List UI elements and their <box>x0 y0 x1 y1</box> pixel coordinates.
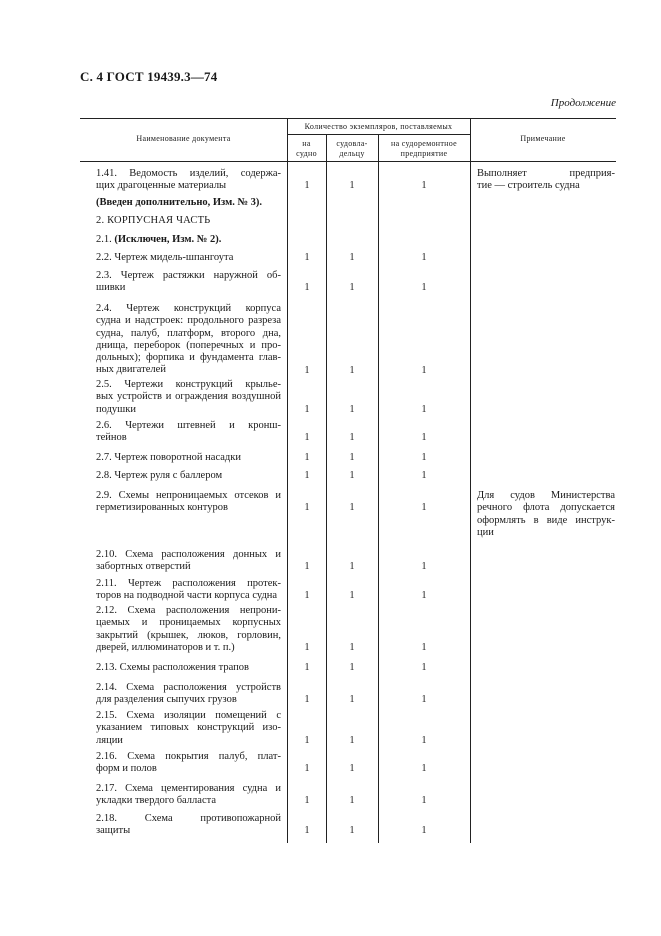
row-note-line: оформлять в виде инструк- <box>477 514 615 526</box>
row-document-name <box>96 168 281 193</box>
count-to-owner: 1 <box>349 561 355 573</box>
count-to-owner: 1 <box>349 282 355 294</box>
row-name-line: 2.7. Чертеж поворотной насадки <box>96 452 241 463</box>
count-to-ship: 1 <box>304 763 310 775</box>
row-name-line: дольных); форпика и фундамента глав- <box>96 352 281 364</box>
row-name-line: забортных отверстий <box>96 561 191 573</box>
header-note: Примечание <box>520 134 566 143</box>
count-to-repair-yard: 1 <box>421 282 427 294</box>
row-name-line: дверей, иллюминаторов и т. п.) <box>96 641 235 653</box>
row-note <box>477 490 615 539</box>
row-document-name <box>96 379 281 416</box>
count-to-repair-yard: 1 <box>421 180 427 192</box>
count-to-repair-yard: 1 <box>421 590 427 602</box>
row-name-line: 2.4. Чертеж конструкций корпуса <box>96 303 281 314</box>
count-to-ship: 1 <box>304 470 310 481</box>
header-to-owner <box>326 139 378 159</box>
row-name-line: 2.14. Схема расположения устройств <box>96 682 281 693</box>
count-to-owner: 1 <box>349 825 355 837</box>
count-to-owner: 1 <box>349 452 355 463</box>
row-name-line: герметизированных контуров <box>96 502 228 514</box>
row-name-line: (Введен дополнительно, Изм. № 3). <box>96 197 263 208</box>
count-to-owner: 1 <box>349 662 355 673</box>
header-to-repair-yard <box>378 139 470 159</box>
count-to-repair-yard: 1 <box>421 763 427 775</box>
row-note-line: речного флота допускается <box>477 502 615 514</box>
page-title: С. 4 ГОСТ 19439.3—74 <box>80 69 218 84</box>
header-to-owner-l2: дельцу <box>339 149 365 158</box>
row-document-name <box>96 303 281 377</box>
row-note-line: тие — строитель судна <box>477 180 580 192</box>
count-to-repair-yard: 1 <box>421 662 427 673</box>
row-name-line: судна и надстроек: продольного разреза <box>96 315 281 327</box>
count-to-repair-yard: 1 <box>421 694 427 706</box>
row-name-line: ных двигателей <box>96 364 166 376</box>
count-to-owner: 1 <box>349 590 355 602</box>
row-name-line: 2.18. Схема противопожарной <box>96 813 281 824</box>
count-to-owner: 1 <box>349 502 355 514</box>
row-name-line: судна, палуб, платформ, второго дна, <box>96 327 281 339</box>
count-to-repair-yard: 1 <box>421 470 427 481</box>
row-name-line: цаемых и проницаемых корпусных <box>96 617 281 629</box>
count-to-ship: 1 <box>304 694 310 706</box>
header-document-name: Наименование документа <box>136 134 231 143</box>
header-to-ship-l2: судно <box>296 149 317 158</box>
row-document-name <box>96 813 281 838</box>
row-name-line: 1.41. Ведомость изделий, содержа- <box>96 168 281 179</box>
row-name-line: 2.10. Схема расположения донных и <box>96 549 281 560</box>
count-to-ship: 1 <box>304 561 310 573</box>
count-to-owner: 1 <box>349 763 355 775</box>
count-to-ship: 1 <box>304 180 310 192</box>
count-to-ship: 1 <box>304 403 310 415</box>
count-to-repair-yard: 1 <box>421 403 427 415</box>
row-name-line: 2.15. Схема изоляции помещений с <box>96 710 281 721</box>
count-to-ship: 1 <box>304 795 310 807</box>
row-note-line: Для судов Министерства <box>477 490 615 501</box>
row-name-line: торов на подводной части корпуса судна <box>96 590 278 602</box>
row-document-name <box>96 452 281 464</box>
row-document-name <box>96 197 281 209</box>
row-name-line: 2.5. Чертежи конструкций крылье- <box>96 379 281 390</box>
row-document-name <box>96 549 281 574</box>
row-name-line: ляции <box>96 734 123 746</box>
row-document-name <box>96 490 281 515</box>
count-to-ship: 1 <box>304 452 310 463</box>
row-name-line: форм и полов <box>96 763 157 775</box>
count-to-ship: 1 <box>304 432 310 444</box>
row-name-line: 2.8. Чертеж руля с баллером <box>96 470 223 481</box>
row-name-line: 2.9. Схемы непроницаемых отсеков и <box>96 490 281 501</box>
row-document-name <box>96 252 281 264</box>
count-to-repair-yard: 1 <box>421 432 427 444</box>
row-name-line: защиты <box>96 825 131 837</box>
row-name-line: 2.2. Чертеж мидель-шпангоута <box>96 252 234 263</box>
count-to-repair-yard: 1 <box>421 452 427 463</box>
row-name-line: подушки <box>96 403 136 415</box>
row-note <box>477 168 615 193</box>
count-to-repair-yard: 1 <box>421 825 427 837</box>
table-top-rule <box>80 118 616 119</box>
row-document-name <box>96 470 281 482</box>
row-name-line: 2.3. Чертеж растяжки наружной об- <box>96 270 281 281</box>
row-name-line: закрытий (крышек, люков, горловин, <box>96 629 281 641</box>
count-to-owner: 1 <box>349 694 355 706</box>
row-name-line: указанием типовых конструкций изо- <box>96 722 281 734</box>
row-name-line: 2.6. Чертежи штевней и кронш- <box>96 420 281 431</box>
row-document-name <box>96 605 281 654</box>
row-name-line: 2.11. Чертеж расположения протек- <box>96 578 281 589</box>
row-document-name <box>96 215 281 227</box>
count-to-repair-yard: 1 <box>421 734 427 746</box>
count-to-repair-yard: 1 <box>421 364 427 376</box>
row-name-line: вых устройств и ограждения воздушной <box>96 391 281 403</box>
row-name-line: для разделения сыпучих грузов <box>96 694 237 706</box>
table-header-bottom-rule <box>80 161 616 162</box>
row-name-line: 2.1. (Исключен, Изм. № 2). <box>96 234 222 245</box>
row-document-name <box>96 234 281 246</box>
count-to-repair-yard: 1 <box>421 641 427 653</box>
row-name-line: 2.17. Схема цементирования судна и <box>96 783 281 794</box>
count-to-owner: 1 <box>349 795 355 807</box>
count-to-owner: 1 <box>349 432 355 444</box>
row-document-name <box>96 420 281 445</box>
col-divider-3 <box>378 134 379 843</box>
count-to-owner: 1 <box>349 641 355 653</box>
row-document-name <box>96 682 281 707</box>
row-name-line: 2.16. Схема покрытия палуб, плат- <box>96 751 281 762</box>
count-to-repair-yard: 1 <box>421 795 427 807</box>
row-name-line: 2. КОРПУСНАЯ ЧАСТЬ <box>96 215 211 226</box>
row-name-line: щих драгоценные материалы <box>96 180 227 192</box>
count-to-repair-yard: 1 <box>421 252 427 263</box>
count-to-owner: 1 <box>349 470 355 481</box>
header-to-owner-l1: судовла- <box>336 139 368 148</box>
count-to-repair-yard: 1 <box>421 561 427 573</box>
count-to-owner: 1 <box>349 734 355 746</box>
count-to-owner: 1 <box>349 364 355 376</box>
row-name-line: 2.12. Схема расположения непрони- <box>96 605 281 616</box>
row-document-name <box>96 662 281 674</box>
row-document-name <box>96 578 281 603</box>
count-to-ship: 1 <box>304 734 310 746</box>
count-to-owner: 1 <box>349 180 355 192</box>
count-to-ship: 1 <box>304 364 310 376</box>
row-name-line: шивки <box>96 282 126 294</box>
row-document-name <box>96 270 281 295</box>
row-document-name <box>96 710 281 747</box>
header-to-ship-l1: на <box>302 139 311 148</box>
col-divider-2 <box>326 134 327 843</box>
row-name-line: 2.13. Схемы расположения трапов <box>96 662 249 673</box>
count-to-ship: 1 <box>304 641 310 653</box>
count-to-ship: 1 <box>304 252 310 263</box>
row-name-line: днища, переборок (поперечных и про- <box>96 339 281 351</box>
row-note-line: Выполняет предприя- <box>477 168 615 179</box>
count-to-ship: 1 <box>304 502 310 514</box>
count-to-repair-yard: 1 <box>421 502 427 514</box>
header-to-repair-yard-l1: на судоремонтное <box>391 139 457 148</box>
count-to-ship: 1 <box>304 282 310 294</box>
count-to-owner: 1 <box>349 403 355 415</box>
col-divider-4 <box>470 118 471 843</box>
row-document-name <box>96 751 281 776</box>
continuation-label: Продолжение <box>550 97 616 109</box>
row-name-line: укладки твердого балласта <box>96 795 216 807</box>
count-to-ship: 1 <box>304 590 310 602</box>
header-to-repair-yard-l2: предприятие <box>400 149 448 158</box>
count-to-ship: 1 <box>304 662 310 673</box>
header-to-ship <box>287 139 326 159</box>
count-to-ship: 1 <box>304 825 310 837</box>
count-to-owner: 1 <box>349 252 355 263</box>
col-divider-1 <box>287 118 288 843</box>
row-note-line: ции <box>477 526 494 538</box>
row-name-line: тейнов <box>96 432 127 444</box>
row-document-name <box>96 783 281 808</box>
header-copies-group: Количество экземпляров, поставляемых <box>304 122 453 131</box>
